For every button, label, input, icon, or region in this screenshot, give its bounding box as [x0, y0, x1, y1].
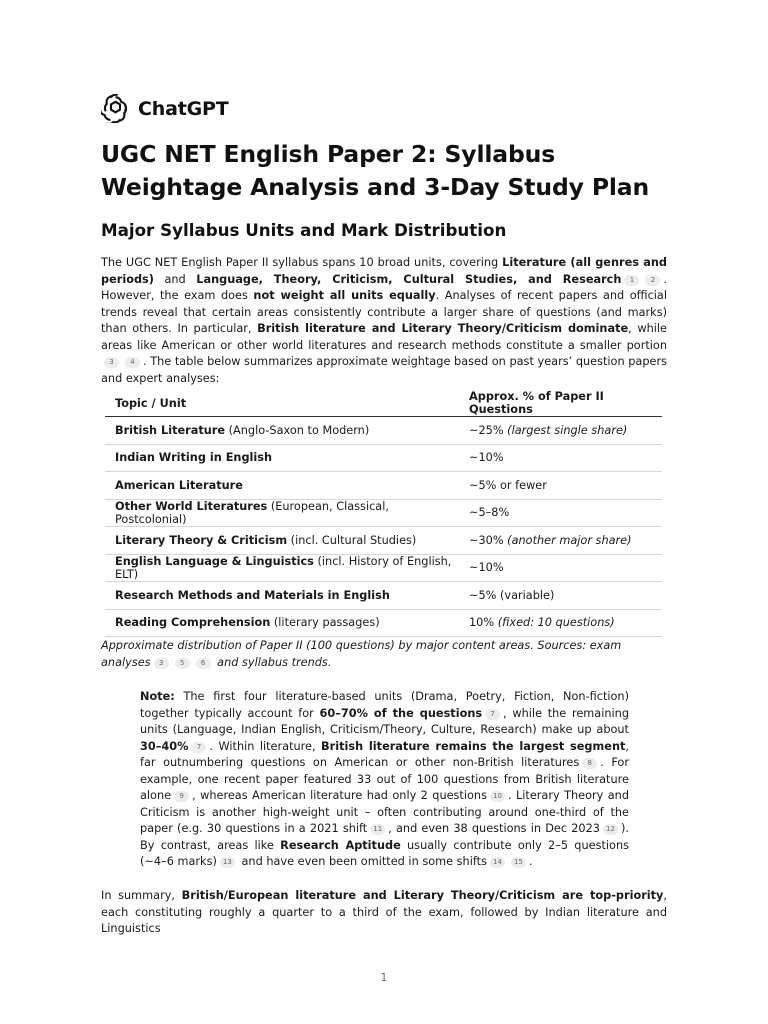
page-number: 1 [380, 972, 388, 984]
table-row [105, 554, 662, 582]
topic-cell: Reading Comprehension (literary passages) [105, 609, 459, 637]
citation-badge[interactable]: 11 [370, 824, 385, 835]
citation-badge[interactable]: 10 [490, 791, 505, 802]
column-header-percent: Approx. % of Paper II Questions [459, 390, 662, 417]
topic-cell: Indian Writing in English [105, 444, 459, 472]
percent-cell: ~5% or fewer [459, 472, 662, 500]
citation-badge[interactable]: 7 [485, 709, 500, 720]
citation-badge[interactable]: 3 [154, 658, 169, 669]
brand-logo [101, 94, 228, 123]
citation-badge[interactable]: 9 [174, 791, 189, 802]
topic-cell: Literary Theory & Criticism (incl. Cultural Studies) [105, 527, 459, 555]
percent-cell: ~10% [459, 554, 662, 582]
weightage-table [105, 390, 662, 637]
percent-cell: ~5% (variable) [459, 582, 662, 610]
citation-badge[interactable]: 15 [511, 857, 526, 868]
citation-badge[interactable]: 8 [582, 758, 597, 769]
openai-logo-icon [101, 94, 130, 123]
table-row [105, 499, 662, 527]
table-caption: Approximate distribution of Paper II (100 questions) by major content areas. Sources: exam analyses 3 5 6 and syllabus trends. [101, 639, 622, 669]
citation-badge[interactable]: 12 [603, 824, 618, 835]
topic-cell: Research Methods and Materials in English [105, 582, 459, 610]
percent-cell: ~10% [459, 444, 662, 472]
citation-badge[interactable]: 2 [645, 275, 660, 286]
topic-cell: American Literature [105, 472, 459, 500]
table-row [105, 609, 662, 637]
table-row [105, 417, 662, 445]
summary-paragraph: In summary, British/European literature and Literary Theory/Criticism are top-priority, each constituting roughly a quarter to a third of the exam, followed by Indian literature and Linguistics [101, 889, 668, 935]
percent-cell: 10% (fixed: 10 questions) [459, 609, 662, 637]
table-row [105, 527, 662, 555]
table-row [105, 582, 662, 610]
topic-cell: Other World Literatures (European, Classical, Postcolonial) [105, 499, 459, 527]
percent-cell: ~30% (another major share) [459, 527, 662, 555]
percent-cell: ~5–8% [459, 499, 662, 527]
table-row [105, 444, 662, 472]
citation-badge[interactable]: 13 [220, 857, 235, 868]
table-row [105, 472, 662, 500]
topic-cell: British Literature (Anglo-Saxon to Modern) [105, 417, 459, 445]
note-label: Note: [140, 690, 175, 703]
percent-cell: ~25% (largest single share) [459, 417, 662, 445]
brand-name: ChatGPT [138, 97, 229, 120]
intro-paragraph: The UGC NET English Paper II syllabus spans 10 broad units, covering Literature (all genres and periods) and Language, Theory, Criticism, Cultural Studies, and Research 1 2 . However, the exam does not weight all units equally. Analyses of recent papers and official trends reveal that certain areas consistently contribute a larger share of questions (and marks) than others. In particular, British literature and Literary Theory/Criticism dominate, while areas like American or other world literatures and research methods constitute a smaller portion3 4 . The table below summarizes approximate weightage based on past years’ question papers and expert analyses: [101, 256, 668, 385]
citation-badge[interactable]: 4 [125, 357, 140, 368]
citation-badge[interactable]: 1 [624, 275, 639, 286]
table-header-row [105, 390, 662, 417]
section-heading: Major Syllabus Units and Mark Distribution [101, 220, 507, 240]
note-paragraph: Note: The first four literature-based units (Drama, Poetry, Fiction, Non-fiction) together typically account for 60–70% of the questions 7 , while the remaining units (Language, Indian English, Criticism/Theory, Culture, Research) make up about 30–40% 7 . Within literature, British literature remains the largest segment, far outnumbering questions on American or other non-British literatures 8 . For example, one recent paper featured 33 out of 100 questions from British literature alone 9 , whereas American literature had only 2 questions 10 . Literary Theory and Criticism is another high-weight unit – often contributing around one-third of the paper (e.g. 30 questions in a 2021 shift 11 , and even 38 questions in Dec 2023 12 ). By contrast, areas like Research Aptitude usually contribute only 2–5 questions (~4–6 marks) 13 and have even been omitted in some shifts 14 15 . [140, 690, 630, 868]
citation-badge[interactable]: 3 [104, 357, 119, 368]
page-title: UGC NET English Paper 2: Syllabus Weightage Analysis and 3-Day Study Plan [101, 140, 650, 201]
citation-badge[interactable]: 14 [490, 857, 505, 868]
citation-badge[interactable]: 7 [191, 742, 206, 753]
topic-cell: English Language & Linguistics (incl. History of English, ELT) [105, 554, 459, 582]
citation-badge[interactable]: 5 [175, 658, 190, 669]
column-header-topic: Topic / Unit [105, 390, 459, 417]
citation-badge[interactable]: 6 [196, 658, 211, 669]
